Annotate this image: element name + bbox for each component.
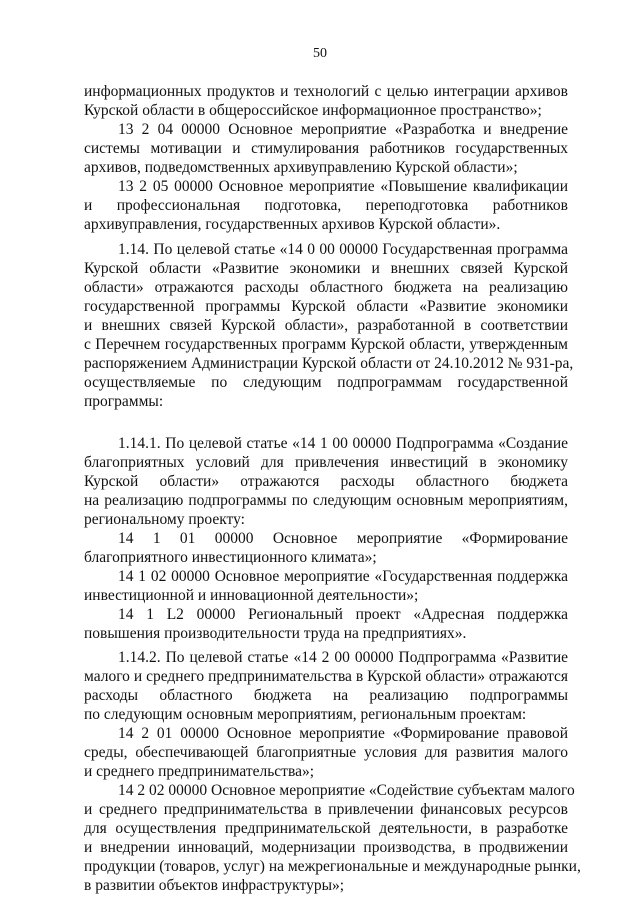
text-line: благоприятного инвестиционного климата»; — [84, 549, 377, 566]
text-line: для осуществления предпринимательской деятельности, в разработке — [84, 820, 568, 837]
text-line: архивуправления, государственных архивов Курской области». — [84, 216, 501, 233]
text-line: инвестиционной и инновационной деятельности»; — [84, 587, 419, 604]
text-line: повышения производительности труда на предприятиях». — [84, 625, 467, 642]
text-line: и среднего предпринимательства»; — [84, 763, 315, 780]
text-line: программы: — [84, 393, 164, 410]
text-line: Курской области «Развитие экономики и внешних связей Курской — [84, 260, 568, 277]
text-line: осуществляемые по следующим подпрограммам государственной — [84, 374, 568, 391]
text-line: информационных продуктов и технологий с целью интеграции архивов — [84, 83, 568, 100]
text-line: малого и среднего предпринимательства в Курской области» отражаются — [84, 668, 568, 685]
text-line: и внешних связей Курской области», разработанной в соответствии — [84, 317, 568, 334]
text-line: и среднего предпринимательства в привлечении финансовых ресурсов — [84, 801, 568, 818]
page-number: 50 — [313, 46, 327, 61]
text-line: и внедрении инноваций, модернизации производства, в продвижении — [84, 839, 568, 856]
text-line: области» отражаются расходы областного бюджета на реализацию — [84, 279, 568, 296]
text-line: с Перечнем государственных программ Курской области, утвержденным — [84, 336, 568, 353]
text-line: системы мотивации и стимулирования работников государственных — [84, 140, 568, 157]
text-line: продукции (товаров, услуг) на межрегиональные и международные рынки, — [84, 858, 581, 875]
text-line: региональному проекту: — [84, 511, 245, 528]
text-line: по следующим основным мероприятиям, региональным проектам: — [84, 706, 527, 723]
text-line: 13 2 04 00000 Основное мероприятие «Разработка и внедрение — [118, 121, 568, 138]
text-line: 14 1 02 00000 Основное мероприятие «Государственная поддержка — [118, 568, 568, 585]
text-line: и профессиональная подготовка, переподготовка работников — [84, 197, 568, 214]
text-line: Курской области в общероссийское информационное пространство»; — [84, 102, 542, 119]
text-line: на реализацию подпрограммы по следующим основным мероприятиям, — [84, 492, 568, 509]
text-line: 14 1 L2 00000 Региональный проект «Адресная поддержка — [118, 606, 568, 623]
text-line: 14 2 02 00000 Основное мероприятие «Содействие субъектам малого — [118, 782, 575, 799]
text-line: архивов, подведомственных архивуправлению Курской области»; — [84, 159, 518, 176]
text-line: государственной программы Курской области «Развитие экономики — [84, 298, 568, 315]
text-line: благоприятных условий для привлечения инвестиций в экономику — [84, 454, 568, 471]
text-line: 1.14.1. По целевой статье «14 1 00 00000 Подпрограмма «Создание — [118, 435, 568, 452]
text-line: 13 2 05 00000 Основное мероприятие «Повышение квалификации — [118, 178, 568, 195]
text-line: распоряжением Администрации Курской области от 24.10.2012 № 931-ра, — [84, 355, 574, 372]
text-line: среды, обеспечивающей благоприятные условия для развития малого — [84, 744, 568, 761]
text-line: 14 1 01 00000 Основное мероприятие «Формирование — [118, 530, 568, 547]
text-line: в развитии объектов инфраструктуры»; — [84, 877, 345, 894]
text-line: 14 2 01 00000 Основное мероприятие «Формирование правовой — [118, 725, 568, 742]
text-line: Курской области» отражаются расходы областного бюджета — [84, 473, 568, 490]
text-line: 1.14. По целевой статье «14 0 00 00000 Государственная программа — [118, 241, 568, 258]
text-line: расходы областного бюджета на реализацию подпрограммы — [84, 687, 568, 704]
text-line: 1.14.2. По целевой статье «14 2 00 00000 Подпрограмма «Развитие — [118, 649, 568, 666]
